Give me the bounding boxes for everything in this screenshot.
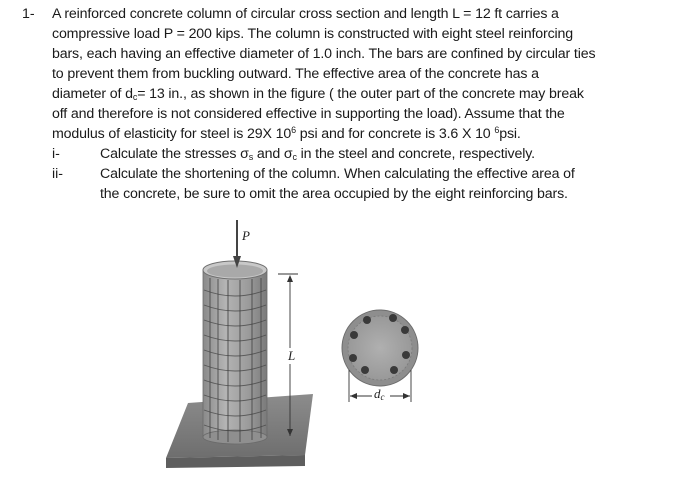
length-label: L [288, 348, 296, 363]
column-figure [160, 210, 480, 484]
load-label: P [242, 228, 250, 243]
problem-line-6: off and therefore is not considered effective in supporting the load). Assume that the [52, 106, 565, 122]
problem-number: 1- [22, 6, 35, 22]
problem-line-5: diameter of $d_c= 13$ in., as shown in the figure ( the outer part of the concrete may break [52, 86, 584, 102]
problem-line-4: to prevent them from buckling outward. The effective area of the concrete has a [52, 66, 539, 82]
problem-line-3: bars, each having an effective diameter of 1.0 inch. The bars are confined by circular ties [52, 46, 596, 62]
part-ii-label: ii- [52, 166, 64, 182]
problem-line-2: compressive load P = 200 kips. The column is constructed with eight steel reinforcing [52, 26, 573, 42]
part-i-text: Calculate the stresses $\sigma_s$ and $\sigma_c$ in the steel and concrete, respectively. [100, 146, 535, 162]
column-body [203, 261, 267, 444]
part-ii-text-line-1: Calculate the shortening of the column. When calculating the effective area of [100, 166, 575, 182]
diameter-label: $d_c$ [374, 386, 385, 402]
part-ii-text-line-2: the concrete, be sure to omit the area occupied by the eight reinforcing bars. [100, 186, 568, 202]
column-illustration [160, 210, 480, 484]
problem-line-1: A reinforced concrete column of circular cross section and length L = 12 ft carries a [52, 6, 559, 22]
problem-line-7: modulus of elasticity for steel is 29X $10^6$ psi and for concrete is 3.6 X 10 $^6$psi. [52, 125, 521, 142]
part-i-label: i- [52, 146, 60, 162]
